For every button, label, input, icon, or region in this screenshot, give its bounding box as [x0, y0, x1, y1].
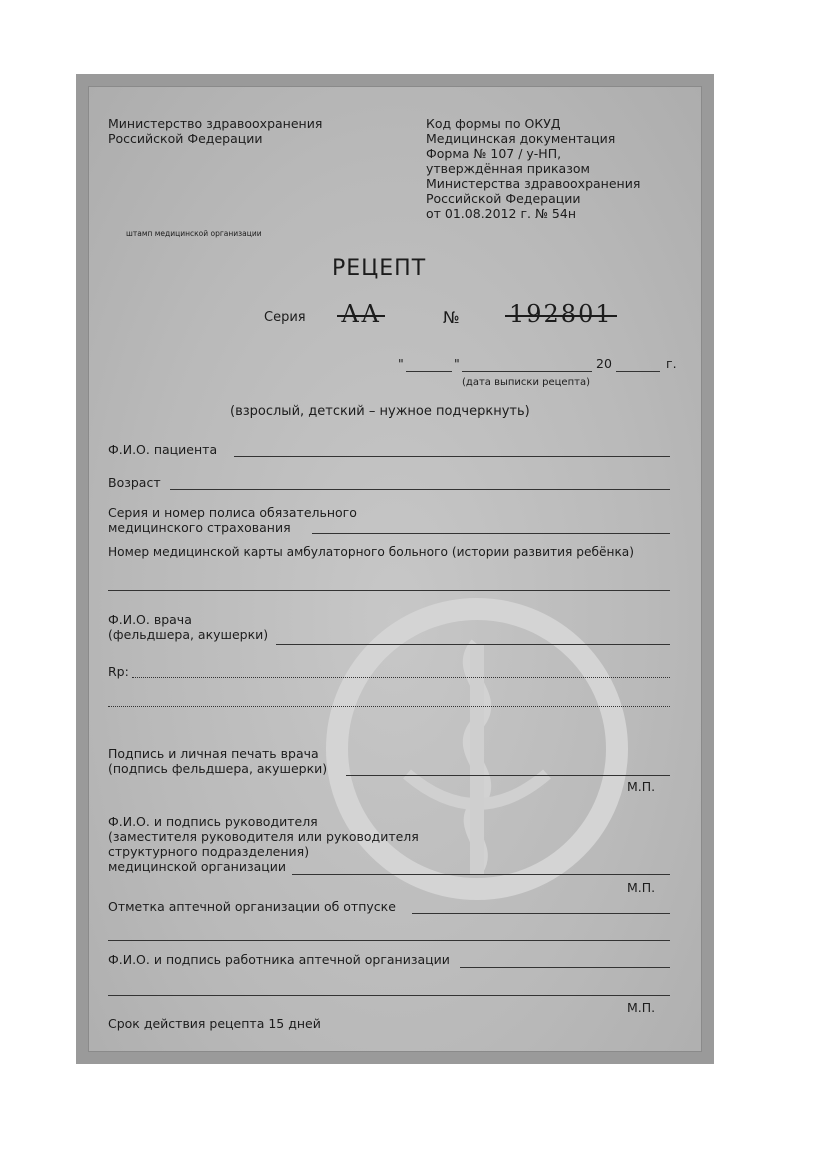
date-month-field[interactable] — [462, 371, 592, 372]
stamp-place-1: М.П. — [627, 779, 656, 794]
pharmacist-field-2[interactable] — [108, 995, 670, 996]
doctor-field[interactable] — [276, 644, 670, 645]
patient-name-field[interactable] — [234, 456, 670, 457]
date-quote-close: " — [454, 356, 460, 371]
pharmacist-field[interactable] — [460, 967, 670, 968]
date-day-field[interactable] — [406, 371, 452, 372]
doctor-signature-field[interactable] — [346, 775, 670, 776]
medical-card-label: Номер медицинской карты амбулаторного больного (истории развития ребёнка) — [108, 545, 635, 559]
stamp-label: штамп медицинской организации — [126, 229, 262, 238]
policy-field[interactable] — [312, 533, 670, 534]
head-signature-field[interactable] — [292, 874, 670, 875]
doctor-label: Ф.И.О. врача (фельдшера, акушерки) — [108, 612, 269, 642]
rp-line-1[interactable] — [132, 677, 670, 678]
number-value: 192801 — [509, 300, 613, 328]
date-caption: (дата выписки рецепта) — [462, 377, 590, 388]
age-field[interactable] — [170, 489, 670, 490]
date-year-field[interactable] — [616, 371, 660, 372]
rp-label: Rp: — [108, 664, 129, 679]
pharmacy-mark-label: Отметка аптечной организации об отпуске — [108, 899, 396, 914]
policy-label: Серия и номер полиса обязательного медицинского страхования — [108, 505, 357, 535]
stamp-place-2: М.П. — [627, 880, 656, 895]
header-ministry: Министерство здравоохранения Российской Федерации — [108, 116, 323, 146]
medical-card-field[interactable] — [108, 590, 670, 591]
head-label: Ф.И.О. и подпись руководителя (заместителя руководителя или руководителя структурного подразделения) медицинской организации — [108, 814, 419, 874]
pharmacist-label: Ф.И.О. и подпись работника аптечной организации — [108, 952, 450, 967]
stamp-place-3: М.П. — [627, 1000, 656, 1015]
validity-label: Срок действия рецепта 15 дней — [108, 1016, 321, 1031]
page-title: РЕЦЕПТ — [332, 256, 427, 281]
patient-type-note: (взрослый, детский – нужное подчеркнуть) — [230, 404, 530, 419]
pharmacy-mark-field-2[interactable] — [108, 940, 670, 941]
header-form-code: Код формы по ОКУД Медицинская документация Форма № 107 / у-НП, утверждённая приказом Министерства здравоохранения Российской Федерации от 01.08.2012 г. № 54н — [426, 116, 641, 221]
number-label: № — [443, 308, 460, 327]
age-label: Возраст — [108, 475, 161, 490]
pharmacy-mark-field[interactable] — [412, 913, 670, 914]
date-year-prefix: 20 — [596, 356, 612, 371]
rp-line-2[interactable] — [108, 706, 670, 707]
doctor-signature-label: Подпись и личная печать врача (подпись фельдшера, акушерки) — [108, 746, 328, 776]
patient-name-label: Ф.И.О. пациента — [108, 442, 218, 457]
series-label: Серия — [264, 310, 306, 325]
date-quote-open: " — [398, 356, 404, 371]
series-value: АА — [341, 300, 382, 328]
date-year-suffix: г. — [666, 356, 677, 371]
prescription-form — [76, 74, 714, 1064]
